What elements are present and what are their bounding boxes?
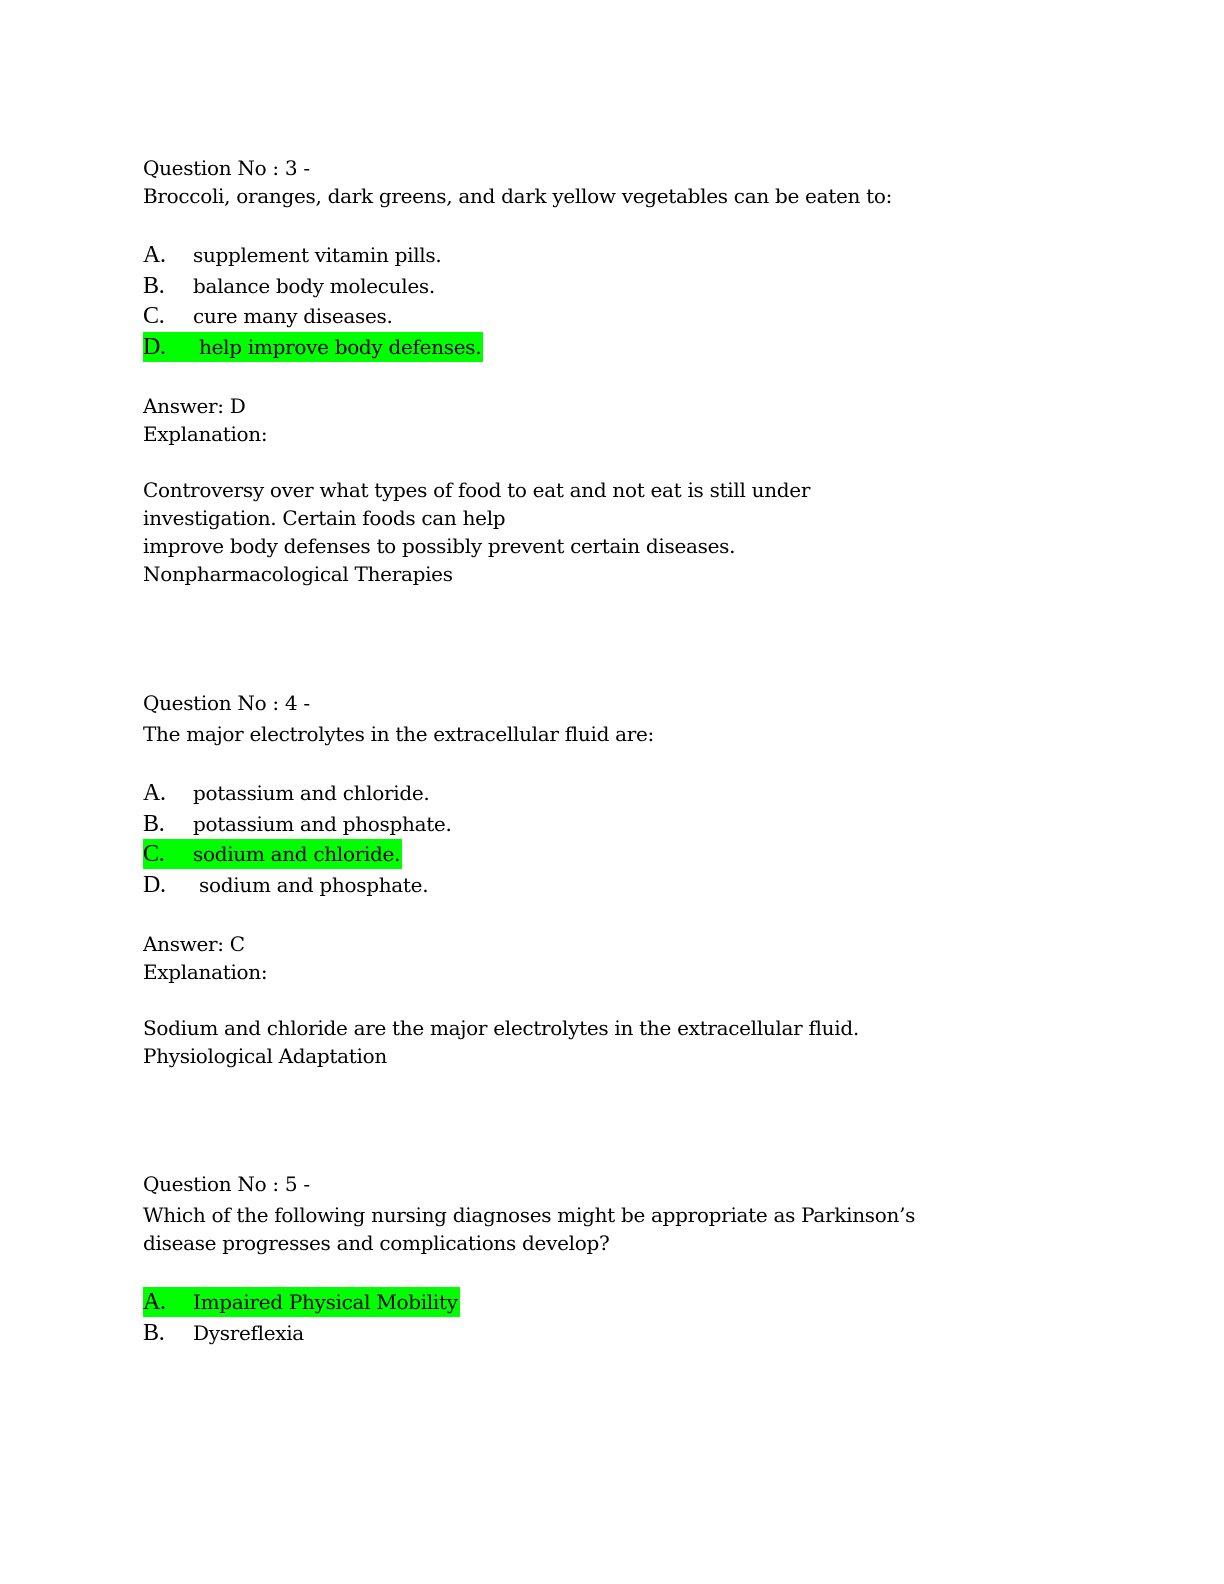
- question-block: [143, 1170, 1083, 1350]
- option-a: [143, 778, 1083, 809]
- option-c: [143, 301, 1083, 332]
- explanation-label: Explanation:: [143, 422, 268, 446]
- answer-line: Answer: D: [143, 394, 246, 418]
- explanation-text: investigation. Certain foods can help: [143, 506, 506, 530]
- option-letter: D.: [143, 333, 166, 360]
- options-list: [143, 1287, 1083, 1348]
- option-c-correct: [143, 839, 1083, 870]
- option-text: balance body molecules.: [193, 273, 435, 298]
- explanation-category: Nonpharmacological Therapies: [143, 562, 453, 586]
- question-stem: disease progresses and complications develop?: [143, 1231, 610, 1255]
- option-letter: B.: [143, 272, 165, 299]
- option-text: potassium and chloride.: [193, 781, 430, 805]
- option-letter: A.: [143, 242, 166, 268]
- question-stem: The major electrolytes in the extracellular fluid are:: [143, 722, 654, 746]
- question-stem: Which of the following nursing diagnoses might be appropriate as Parkinson’s: [143, 1203, 916, 1227]
- question-heading: Question No : 4 -: [143, 691, 310, 715]
- option-b: [143, 1318, 1083, 1349]
- explanation-category: Physiological Adaptation: [143, 1044, 387, 1068]
- question-heading: Question No : 5 -: [143, 1172, 310, 1196]
- option-letter: B.: [143, 810, 165, 837]
- options-list: [143, 778, 1083, 900]
- option-text: sodium and chloride.: [193, 842, 401, 866]
- explanation-text: Controversy over what types of food to eat and not eat is still under: [143, 478, 811, 502]
- option-a-correct: [143, 1287, 1083, 1318]
- option-letter: A.: [143, 1289, 166, 1315]
- option-text: cure many diseases.: [193, 304, 393, 328]
- explanation-label: Explanation:: [143, 960, 268, 984]
- explanation-text: improve body defenses to possibly prevent certain diseases.: [143, 534, 736, 558]
- option-a: [143, 240, 1083, 271]
- option-text: supplement vitamin pills.: [193, 243, 442, 267]
- option-letter: C.: [143, 303, 165, 329]
- explanation-text: Sodium and chloride are the major electrolytes in the extracellular fluid.: [143, 1016, 859, 1040]
- option-letter: A.: [143, 780, 166, 806]
- option-b: [143, 271, 1083, 302]
- option-d-correct: [143, 332, 1083, 363]
- question-stem: Broccoli, oranges, dark greens, and dark yellow vegetables can be eaten to:: [143, 184, 893, 208]
- option-b: [143, 809, 1083, 840]
- option-letter: B.: [143, 1319, 165, 1346]
- option-letter: C.: [143, 841, 165, 867]
- option-text: sodium and phosphate.: [193, 872, 429, 897]
- option-text: potassium and phosphate.: [193, 811, 452, 836]
- option-letter: D.: [143, 871, 166, 898]
- answer-line: Answer: C: [143, 932, 245, 956]
- question-heading: Question No : 3 -: [143, 156, 310, 180]
- question-block: [143, 689, 1083, 1070]
- option-text: Dysreflexia: [193, 1320, 304, 1345]
- options-list: [143, 240, 1083, 362]
- question-block: [143, 154, 1083, 588]
- option-d: [143, 870, 1083, 901]
- option-text: help improve body defenses.: [193, 334, 482, 359]
- option-text: Impaired Physical Mobility: [193, 1290, 458, 1314]
